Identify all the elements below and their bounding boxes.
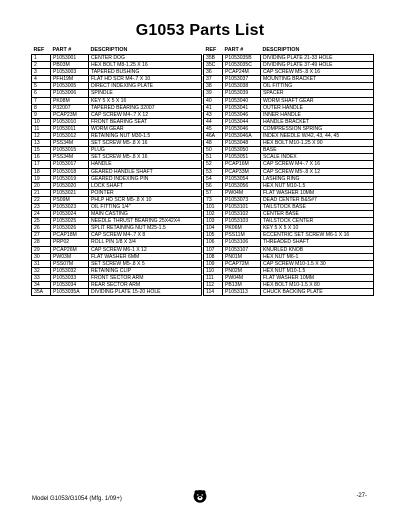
column-header-ref: REF [33,47,45,54]
description-cell: CAP SCREW M4-.7 X 12 [89,111,202,118]
description-cell: BASE [261,147,374,154]
ref-cell: 1 [32,55,51,62]
ref-cell: 50 [204,147,223,154]
ref-cell: 10 [32,118,51,125]
table-row [32,203,202,210]
part-number-cell: P1053113 [223,289,261,296]
table-row [204,104,374,111]
ref-cell: 13 [32,140,51,147]
part-number-cell: P1053035C [223,62,261,69]
table-row [204,118,374,125]
ref-cell: 32 [32,267,51,274]
part-number-cell: P1053044 [223,118,261,125]
table-row [204,97,374,104]
description-cell: TAILSTOCK BASE [261,203,374,210]
part-number-cell: PK08M [51,97,89,104]
description-cell: TAILSTOCK CENTER [261,218,374,225]
table-row [204,225,374,232]
parts-table-right [203,47,374,296]
table-row [204,232,374,239]
table-row [204,282,374,289]
part-number-cell: P1053011 [51,125,89,132]
ref-cell: 112 [204,282,223,289]
table-row [32,118,202,125]
ref-cell: 23 [32,203,51,210]
table-row [32,125,202,132]
description-cell: SET SCREW M5-.8 X 16 [89,140,202,147]
ref-cell: 20 [32,182,51,189]
table-row [204,189,374,196]
part-number-cell: PCAP16M [223,161,261,168]
description-cell: HEX BOLT M10-1.5 X 80 [261,282,374,289]
table-row [32,90,202,97]
part-number-cell: P32007 [51,104,89,111]
part-number-cell: PSS07M [51,260,89,267]
part-number-cell: P1053102 [223,211,261,218]
ref-cell: 105 [204,232,223,239]
description-cell: OIL FITTING 1/4" [89,203,202,210]
ref-cell: 8 [32,104,51,111]
description-cell: KEY 5 X 5 X 16 [89,97,202,104]
table-row [32,55,202,62]
part-number-cell: P1053015 [51,147,89,154]
description-cell: CAP SCREW M5-.8 X 16 [261,69,374,76]
ref-cell: 108 [204,253,223,260]
part-number-cell: P1053101 [223,203,261,210]
description-cell: HEX BOLT M10-1.25 X 90 [261,140,374,147]
description-cell: CENTER BASE [261,211,374,218]
table-row [32,97,202,104]
part-number-cell: PRP02 [51,239,89,246]
part-number-cell: P1053006 [51,90,89,97]
description-cell: FLAT WASHER 10MM [261,189,374,196]
description-cell: SPINDLE [89,90,202,97]
ref-cell: 111 [204,274,223,281]
part-number-cell: P1053107 [223,246,261,253]
table-row [204,289,374,296]
description-cell: DEAD CENTER B&S#7 [261,196,374,203]
table-row [204,196,374,203]
part-number-cell: P1053032 [51,267,89,274]
ref-cell: 101 [204,203,223,210]
ref-cell: 17 [32,161,51,168]
part-number-cell: PCAP26M [51,246,89,253]
table-row [32,253,202,260]
part-number-cell: P1053023 [51,203,89,210]
part-number-cell: P1053021 [51,189,89,196]
ref-cell: 44 [204,118,223,125]
column-header-part: PART # [52,47,72,54]
ref-cell: 45 [204,125,223,132]
part-number-cell: PCAP23M [51,111,89,118]
table-header-row [204,47,374,55]
description-cell: HANDLE BRACKET [261,118,374,125]
description-cell: SET SCREW M5-.8 X 16 [89,154,202,161]
table-row [32,154,202,161]
ref-cell: 2 [32,62,51,69]
description-cell: ECCENTRIC SET SCREW M6-1 X 16 [261,232,374,239]
part-number-cell: P1053046A [223,133,261,140]
description-cell: TAPERED BEARING 32007 [89,104,202,111]
table-row [32,225,202,232]
description-cell: OIL FITTING [261,83,374,90]
part-number-cell: P1053039 [223,90,261,97]
table-row [204,211,374,218]
ref-cell: 104 [204,225,223,232]
part-number-cell: P1053046 [223,111,261,118]
part-number-cell: P1053035A [51,289,89,296]
part-number-cell: P1053033 [51,274,89,281]
description-cell: RETAINING CLIP [89,267,202,274]
part-number-cell: P1053041 [223,104,261,111]
table-row [204,253,374,260]
part-number-cell: P1053012 [51,133,89,140]
table-row [32,76,202,83]
description-cell: HEX NUT M10-1.5 [261,267,374,274]
description-cell: POINTER [89,189,202,196]
description-cell: CAP SCREW M5-.8 X 12 [261,168,374,175]
table-row [204,175,374,182]
ref-cell: 5 [32,83,51,90]
description-cell: RETAINING NUT M30-1.5 [89,133,202,140]
description-cell: FLAT WASHER 6MM [89,253,202,260]
ref-cell: 28 [32,239,51,246]
ref-cell: 7 [32,97,51,104]
description-cell: INNER HANDLE [261,111,374,118]
description-cell: GEARED HANDLE SHAFT [89,168,202,175]
description-cell: WORM SHAFT GEAR [261,97,374,104]
table-row [204,147,374,154]
part-number-cell: P1053025 [51,218,89,225]
part-number-cell: PN02M [223,267,261,274]
part-number-cell: P1053048 [223,140,261,147]
part-number-cell: P1053010 [51,118,89,125]
part-number-cell: PW04M [223,274,261,281]
description-cell: CHUCK BACKING PLATE [261,289,374,296]
description-cell: KNURLED KNOB [261,246,374,253]
description-cell: HEX BOLT M8-1.25 X 16 [89,62,202,69]
part-number-cell: P1053051 [223,154,261,161]
table-row [204,246,374,253]
description-cell: DIVIDING PLATE 21-33 HOLE [261,55,374,62]
ref-cell: 106 [204,239,223,246]
table-row [204,154,374,161]
description-cell: FLAT WASHER 10MM [261,274,374,281]
part-number-cell: P1053046 [223,125,261,132]
ref-cell: 102 [204,211,223,218]
part-number-cell: PK06M [223,225,261,232]
part-number-cell: PN01M [223,253,261,260]
ref-cell: 6 [32,90,51,97]
description-cell: GEARED INDEXING PIN [89,175,202,182]
description-cell: KEY 5 X 5 X 10 [261,225,374,232]
column-header-ref: REF [205,47,217,54]
description-cell: DIVIDING PLATE 15-20 HOLE [89,289,202,296]
ref-cell: 39 [204,90,223,97]
page-title: G1053 Parts List [135,22,265,39]
table-row [204,161,374,168]
table-row [204,182,374,189]
description-cell: NEEDLE THRUST BEARING 25X42X4 [89,218,202,225]
description-cell: SPACER [261,90,374,97]
page-number: -27- [356,493,367,499]
table-row [32,69,202,76]
description-cell: THREADED SHAFT [261,239,374,246]
table-row [204,90,374,97]
table-row [204,69,374,76]
ref-cell: 25 [32,218,51,225]
description-cell: SET SCREW M5-.8 X 5 [89,260,202,267]
footer-model: Model G1053/G1054 (Mfg. 1/09+) [32,496,122,502]
description-cell: DIVIDING PLATE 37-49 HOLE [261,62,374,69]
ref-cell: 18 [32,168,51,175]
part-number-cell: PSS34M [51,140,89,147]
ref-cell: 37 [204,76,223,83]
description-cell: TAPERED BUSHING [89,69,202,76]
table-row [204,168,374,175]
table-row [204,218,374,225]
table-row [32,161,202,168]
ref-cell: 34 [32,282,51,289]
description-cell: WORM GEAR [89,125,202,132]
table-row [204,203,374,210]
ref-cell: 56 [204,182,223,189]
table-row [32,147,202,154]
table-row [204,83,374,90]
table-row [32,182,202,189]
bear-logo-icon [193,489,207,503]
part-number-cell: PSS34M [51,154,89,161]
table-row [204,55,374,62]
ref-cell: 31 [32,260,51,267]
description-cell: HEX NUT M10-1.5 [261,182,374,189]
ref-cell: 16 [32,154,51,161]
description-cell: REAR SECTOR ARM [89,282,202,289]
table-row [32,168,202,175]
part-number-cell: P1053103 [223,218,261,225]
description-cell: COMPRESSION SPRING [261,125,374,132]
table-row [204,140,374,147]
table-row [204,260,374,267]
ref-cell: 52 [204,161,223,168]
ref-cell: 4 [32,76,51,83]
table-row [32,274,202,281]
description-cell: FRONT SECTOR ARM [89,274,202,281]
ref-cell: 35A [32,289,51,296]
table-row [204,267,374,274]
ref-cell: 27 [32,232,51,239]
ref-cell: 35B [204,55,223,62]
table-header-row [32,47,202,55]
table-row [32,62,202,69]
part-number-cell: P1053050 [223,147,261,154]
part-number-cell: PS09M [51,196,89,203]
table-row [32,133,202,140]
ref-cell: 33 [32,274,51,281]
part-number-cell: P1053001 [51,55,89,62]
table-row [32,267,202,274]
ref-cell: 41 [204,104,223,111]
part-number-cell: PB03M [51,62,89,69]
table-row [32,83,202,90]
table-row [32,260,202,267]
part-number-cell: PW03M [51,253,89,260]
table-row [32,246,202,253]
part-number-cell: P1053018 [51,168,89,175]
ref-cell: 48 [204,140,223,147]
table-row [204,76,374,83]
ref-cell: 22 [32,196,51,203]
ref-cell: 19 [32,175,51,182]
table-row [32,140,202,147]
description-cell: FLAT HD SCR M4-.7 X 10 [89,76,202,83]
column-header-part: PART # [224,47,244,54]
table-row [204,274,374,281]
ref-cell: 53 [204,168,223,175]
part-number-cell: PCAP18M [51,232,89,239]
ref-cell: 43 [204,111,223,118]
ref-cell: 103 [204,218,223,225]
table-row [32,239,202,246]
ref-cell: 35C [204,62,223,69]
description-cell: CENTER DOG [89,55,202,62]
column-header-description: DESCRIPTION [90,47,128,54]
description-cell: INDEX NEEDLE W/42, 43, 44, 45 [261,133,374,140]
ref-cell: 51 [204,154,223,161]
table-row [204,62,374,69]
part-number-cell: P1053106 [223,239,261,246]
ref-cell: 24 [32,211,51,218]
part-number-cell: P1053005 [51,83,89,90]
ref-cell: 40 [204,97,223,104]
part-number-cell: P1053026 [51,225,89,232]
table-row [32,232,202,239]
ref-cell: 107 [204,246,223,253]
ref-cell: 30 [32,253,51,260]
description-cell: CAP SCREW M4-.7 X 8 [89,232,202,239]
part-number-cell: P1053040 [223,97,261,104]
part-number-cell: P1053035B [223,55,261,62]
table-row [204,239,374,246]
part-number-cell: P1053020 [51,182,89,189]
description-cell: HANDLE [89,161,202,168]
part-number-cell: P1053054 [223,175,261,182]
description-cell: SPLIT RETAINING NUT M25-1.5 [89,225,202,232]
ref-cell: 11 [32,125,51,132]
ref-cell: 54 [204,175,223,182]
table-row [32,104,202,111]
description-cell: LASHING RING [261,175,374,182]
table-row [32,196,202,203]
part-number-cell: PW04M [223,189,261,196]
part-number-cell: PB13M [223,282,261,289]
part-number-cell: P1053073 [223,196,261,203]
part-number-cell: PCAP33M [223,168,261,175]
description-cell: SCALE INDEX [261,154,374,161]
part-number-cell: PFH19M [51,76,89,83]
part-number-cell: P1053003 [51,69,89,76]
ref-cell: 38 [204,83,223,90]
part-number-cell: P1053037 [223,76,261,83]
ref-cell: 114 [204,289,223,296]
table-row [32,289,202,296]
table-row [204,125,374,132]
description-cell: CAP SCREW M10-1.5 X 30 [261,260,374,267]
part-number-cell: P1053024 [51,211,89,218]
ref-cell: 15 [32,147,51,154]
ref-cell: 9 [32,111,51,118]
part-number-cell: P1053017 [51,161,89,168]
description-cell: MOUNTING BRACKET [261,76,374,83]
part-number-cell: P1053019 [51,175,89,182]
ref-cell: 36 [204,69,223,76]
part-number-cell: PCAP24M [223,69,261,76]
description-cell: LOCK SHAFT [89,182,202,189]
part-number-cell: PSS11M [223,232,261,239]
description-cell: HEX NUT M6-1 [261,253,374,260]
column-header-description: DESCRIPTION [262,47,300,54]
table-row [32,218,202,225]
table-row [204,133,374,140]
description-cell: DIRECT INDEXING PLATE [89,83,202,90]
ref-cell: 26 [32,225,51,232]
description-cell: PHLP HD SCR M5-.8 X 10 [89,196,202,203]
part-number-cell: P1053056 [223,182,261,189]
part-number-cell: P1053034 [51,282,89,289]
description-cell: PLUG [89,147,202,154]
part-number-cell: PCAP72M [223,260,261,267]
description-cell: OUTER HANDLE [261,104,374,111]
ref-cell: 12 [32,133,51,140]
table-row [204,111,374,118]
ref-cell: 29 [32,246,51,253]
parts-table-left [31,47,202,296]
ref-cell: 109 [204,260,223,267]
table-row [32,111,202,118]
ref-cell: 110 [204,267,223,274]
description-cell: ROLL PIN 1/8 X 3/4 [89,239,202,246]
table-row [32,175,202,182]
ref-cell: 46A [204,133,223,140]
ref-cell: 3 [32,69,51,76]
description-cell: MAIN CASTING [89,211,202,218]
description-cell: CAP SCREW M6-1 X 12 [89,246,202,253]
ref-cell: 73 [204,196,223,203]
table-row [32,211,202,218]
part-number-cell: P1053038 [223,83,261,90]
description-cell: FRONT BEARING SEAT [89,118,202,125]
description-cell: CAP SCREW M4-.7 X 16 [261,161,374,168]
table-row [32,282,202,289]
ref-cell: 57 [204,189,223,196]
ref-cell: 21 [32,189,51,196]
table-row [32,189,202,196]
